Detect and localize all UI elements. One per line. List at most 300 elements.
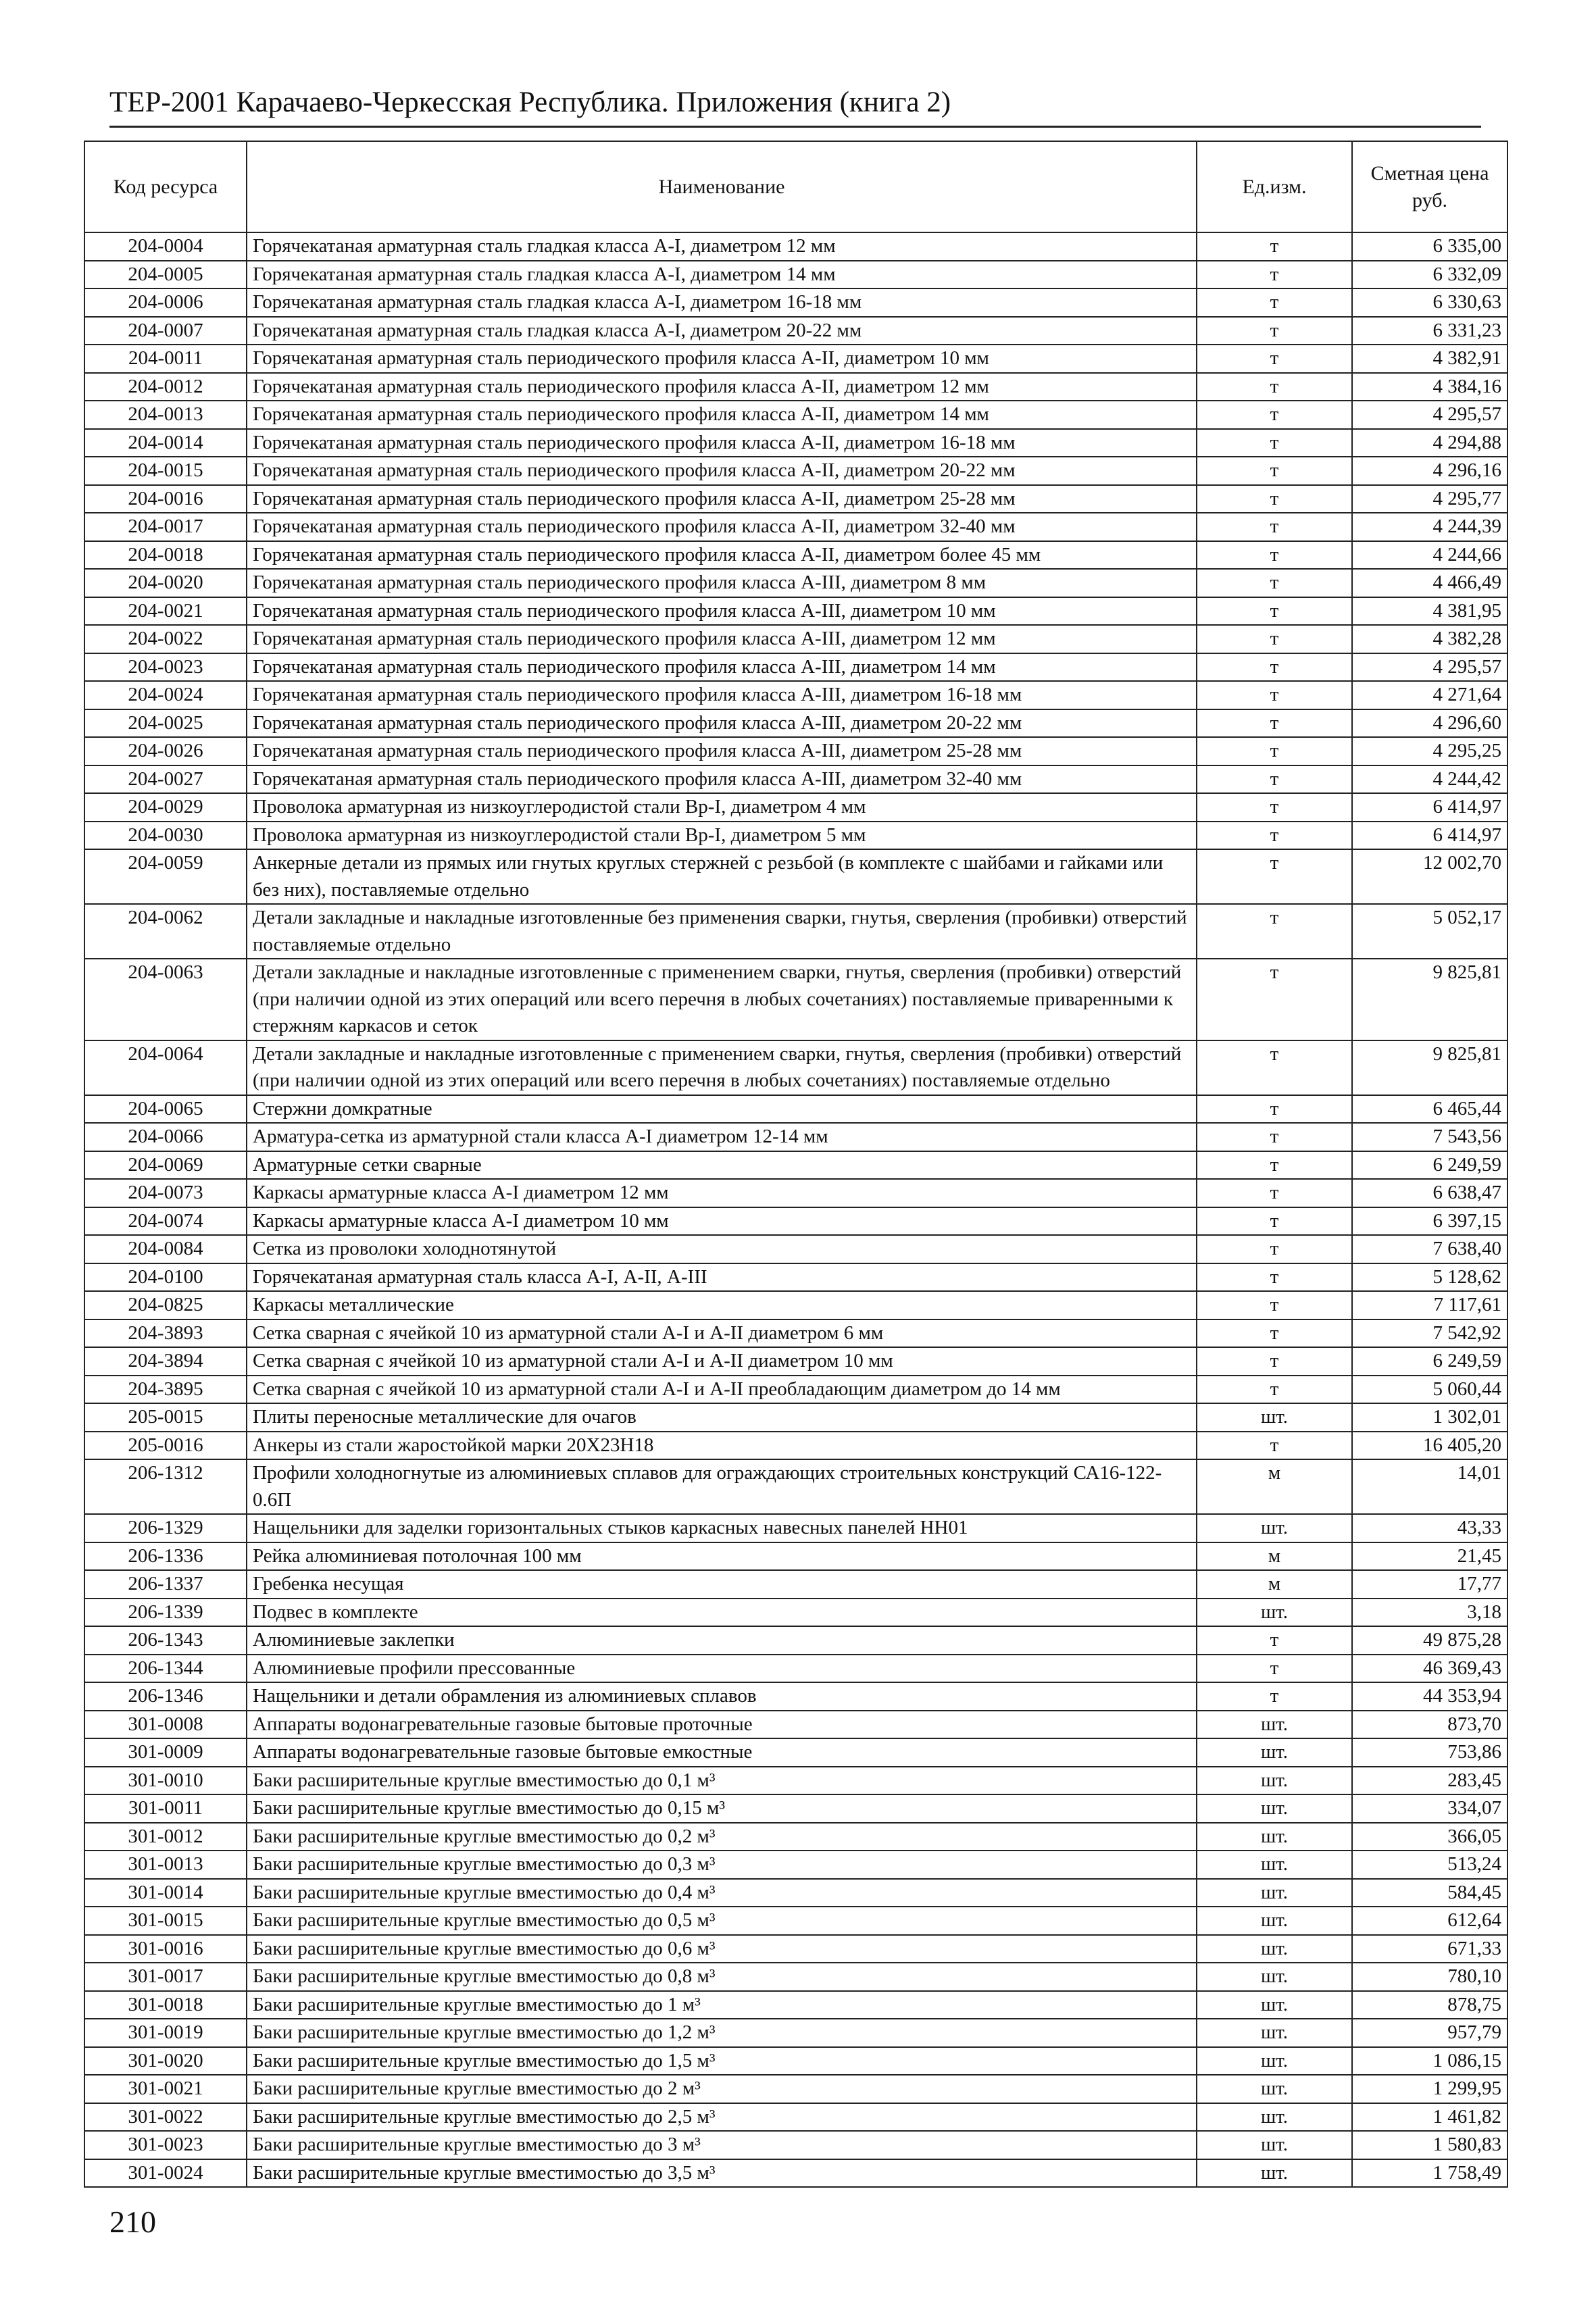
table-row [84, 1655, 1507, 1683]
unit-of-measure: т [1197, 709, 1352, 738]
estimated-price: 4 381,95 [1352, 597, 1507, 626]
estimated-price: 7 543,56 [1352, 1123, 1507, 1151]
resource-code: 206-1346 [84, 1682, 247, 1711]
table-row [84, 737, 1507, 765]
estimated-price: 6 332,09 [1352, 261, 1507, 289]
resource-code: 301-0008 [84, 1711, 247, 1739]
unit-of-measure: шт. [1197, 1738, 1352, 1767]
estimated-price: 4 295,77 [1352, 485, 1507, 513]
resource-code: 204-0012 [84, 373, 247, 401]
table-body [84, 232, 1507, 2187]
resource-code: 204-0063 [84, 959, 247, 1040]
resource-name: Аппараты водонагревательные газовые бытовые проточные [247, 1711, 1197, 1739]
resource-code: 204-0017 [84, 513, 247, 541]
unit-of-measure: т [1197, 849, 1352, 904]
resource-name: Горячекатаная арматурная сталь периодического профиля класса А-III, диаметром 20-22 мм [247, 709, 1197, 738]
resource-code: 204-0007 [84, 317, 247, 345]
resource-code: 204-0074 [84, 1207, 247, 1236]
resource-code: 301-0021 [84, 2075, 247, 2103]
estimated-price: 4 296,16 [1352, 457, 1507, 485]
resource-code: 301-0014 [84, 1879, 247, 1907]
table-row [84, 765, 1507, 794]
resource-code: 204-0069 [84, 1151, 247, 1180]
unit-of-measure: т [1197, 765, 1352, 794]
column-header-code: Код ресурса [84, 141, 247, 232]
resource-name: Стержни домкратные [247, 1095, 1197, 1124]
resource-code: 204-0004 [84, 232, 247, 261]
table-row [84, 1319, 1507, 1348]
table-row [84, 1432, 1507, 1460]
resource-name: Подвес в комплекте [247, 1599, 1197, 1627]
table-row [84, 1682, 1507, 1711]
resource-code: 204-0018 [84, 541, 247, 570]
resource-code: 204-0825 [84, 1291, 247, 1319]
estimated-price: 6 414,97 [1352, 822, 1507, 850]
estimated-price: 283,45 [1352, 1767, 1507, 1795]
estimated-price: 5 052,17 [1352, 904, 1507, 959]
resource-name: Баки расширительные круглые вместимостью до 0,8 м³ [247, 1963, 1197, 1991]
estimated-price: 4 244,66 [1352, 541, 1507, 570]
estimated-price: 4 466,49 [1352, 569, 1507, 597]
resource-name: Горячекатаная арматурная сталь периодического профиля класса А-II, диаметром 20-22 мм [247, 457, 1197, 485]
resource-code: 301-0016 [84, 1935, 247, 1963]
unit-of-measure: т [1197, 1095, 1352, 1124]
unit-of-measure: т [1197, 1432, 1352, 1460]
resource-name: Детали закладные и накладные изготовленные с применением сварки, гнутья, сверления (пробивки) отверстий (при наличии одной из этих операций или всего перечня в любых сочетаниях) поставляемые приваренными к стержням каркасов и сеток [247, 959, 1197, 1040]
resource-code: 301-0012 [84, 1823, 247, 1851]
estimated-price: 5 128,62 [1352, 1263, 1507, 1292]
resource-name: Детали закладные и накладные изготовленные с применением сварки, гнутья, сверления (пробивки) отверстий (при наличии одной из этих операций или всего перечня в любых сочетаниях) поставляемые отдельно [247, 1040, 1197, 1095]
table-row [84, 1963, 1507, 1991]
estimated-price: 1 758,49 [1352, 2159, 1507, 2188]
table-row [84, 345, 1507, 373]
resource-code: 204-0100 [84, 1263, 247, 1292]
estimated-price: 49 875,28 [1352, 1626, 1507, 1655]
resource-name: Горячекатаная арматурная сталь периодического профиля класса А-III, диаметром 32-40 мм [247, 765, 1197, 794]
resource-code: 204-0022 [84, 625, 247, 653]
resource-code: 301-0019 [84, 2019, 247, 2047]
unit-of-measure: т [1197, 1040, 1352, 1095]
resource-code: 204-0023 [84, 653, 247, 682]
estimated-price: 4 295,57 [1352, 401, 1507, 429]
table-row [84, 457, 1507, 485]
resource-code: 204-0059 [84, 849, 247, 904]
table-row [84, 625, 1507, 653]
table-row [84, 793, 1507, 822]
resource-name: Горячекатаная арматурная сталь периодического профиля класса А-II, диаметром 10 мм [247, 345, 1197, 373]
resource-code: 206-1312 [84, 1459, 247, 1514]
resource-code: 206-1343 [84, 1626, 247, 1655]
resource-code: 301-0024 [84, 2159, 247, 2188]
resource-name: Плиты переносные металлические для очагов [247, 1403, 1197, 1432]
resource-name: Баки расширительные круглые вместимостью до 0,3 м³ [247, 1851, 1197, 1879]
estimated-price: 4 382,91 [1352, 345, 1507, 373]
unit-of-measure: шт. [1197, 1963, 1352, 1991]
table-row [84, 1347, 1507, 1376]
table-row [84, 2131, 1507, 2159]
resource-name: Каркасы арматурные класса А-I диаметром 10 мм [247, 1207, 1197, 1236]
unit-of-measure: т [1197, 429, 1352, 457]
resource-name: Анкеры из стали жаростойкой марки 20Х23Н18 [247, 1432, 1197, 1460]
table-row [84, 288, 1507, 317]
estimated-price: 7 542,92 [1352, 1319, 1507, 1348]
unit-of-measure: т [1197, 401, 1352, 429]
table-row [84, 1151, 1507, 1180]
unit-of-measure: т [1197, 232, 1352, 261]
resource-name: Горячекатаная арматурная сталь периодического профиля класса А-II, диаметром 25-28 мм [247, 485, 1197, 513]
unit-of-measure: т [1197, 288, 1352, 317]
estimated-price: 6 638,47 [1352, 1179, 1507, 1207]
resource-code: 204-0073 [84, 1179, 247, 1207]
resource-code: 204-0064 [84, 1040, 247, 1095]
estimated-price: 1 086,15 [1352, 2047, 1507, 2076]
unit-of-measure: т [1197, 681, 1352, 709]
estimated-price: 21,45 [1352, 1542, 1507, 1571]
resource-name: Баки расширительные круглые вместимостью до 0,2 м³ [247, 1823, 1197, 1851]
table-row [84, 401, 1507, 429]
unit-of-measure: т [1197, 1207, 1352, 1236]
resource-code: 204-0024 [84, 681, 247, 709]
resource-name: Детали закладные и накладные изготовленные без применения сварки, гнутья, сверления (пробивки) отверстий поставляемые отдельно [247, 904, 1197, 959]
resource-code: 301-0022 [84, 2103, 247, 2132]
resource-code: 204-0084 [84, 1235, 247, 1263]
table-row [84, 1403, 1507, 1432]
estimated-price: 957,79 [1352, 2019, 1507, 2047]
estimated-price: 43,33 [1352, 1514, 1507, 1542]
estimated-price: 14,01 [1352, 1459, 1507, 1514]
unit-of-measure: шт. [1197, 2075, 1352, 2103]
resource-code: 301-0013 [84, 1851, 247, 1879]
unit-of-measure: т [1197, 457, 1352, 485]
estimated-price: 1 302,01 [1352, 1403, 1507, 1432]
estimated-price: 7 117,61 [1352, 1291, 1507, 1319]
table-row [84, 822, 1507, 850]
estimated-price: 4 295,57 [1352, 653, 1507, 682]
unit-of-measure: шт. [1197, 1767, 1352, 1795]
unit-of-measure: т [1197, 1376, 1352, 1404]
resource-name: Арматурные сетки сварные [247, 1151, 1197, 1180]
unit-of-measure: т [1197, 345, 1352, 373]
unit-of-measure: м [1197, 1459, 1352, 1514]
unit-of-measure: т [1197, 1263, 1352, 1292]
resource-name: Баки расширительные круглые вместимостью до 1,5 м³ [247, 2047, 1197, 2076]
resource-name: Баки расширительные круглые вместимостью до 2,5 м³ [247, 2103, 1197, 2132]
table-row [84, 1095, 1507, 1124]
unit-of-measure: т [1197, 541, 1352, 570]
unit-of-measure: шт. [1197, 1823, 1352, 1851]
table-row [84, 1542, 1507, 1571]
resource-code: 204-0025 [84, 709, 247, 738]
estimated-price: 9 825,81 [1352, 1040, 1507, 1095]
estimated-price: 6 330,63 [1352, 288, 1507, 317]
resource-code: 204-0026 [84, 737, 247, 765]
resource-name: Баки расширительные круглые вместимостью до 1,2 м³ [247, 2019, 1197, 2047]
resource-name: Проволока арматурная из низкоуглеродистой стали Вр-I, диаметром 4 мм [247, 793, 1197, 822]
table-row [84, 485, 1507, 513]
unit-of-measure: шт. [1197, 1711, 1352, 1739]
resource-name: Аппараты водонагревательные газовые бытовые емкостные [247, 1738, 1197, 1767]
table-row [84, 1879, 1507, 1907]
resource-code: 204-0021 [84, 597, 247, 626]
resource-name: Горячекатаная арматурная сталь периодического профиля класса А-III, диаметром 16-18 мм [247, 681, 1197, 709]
unit-of-measure: т [1197, 569, 1352, 597]
resource-code: 301-0011 [84, 1794, 247, 1823]
estimated-price: 6 465,44 [1352, 1095, 1507, 1124]
estimated-price: 3,18 [1352, 1599, 1507, 1627]
resource-code: 204-0027 [84, 765, 247, 794]
unit-of-measure: т [1197, 1123, 1352, 1151]
table-row [84, 1991, 1507, 2019]
estimated-price: 366,05 [1352, 1823, 1507, 1851]
resource-name: Баки расширительные круглые вместимостью до 2 м³ [247, 2075, 1197, 2103]
unit-of-measure: т [1197, 822, 1352, 850]
resource-code: 206-1339 [84, 1599, 247, 1627]
estimated-price: 4 294,88 [1352, 429, 1507, 457]
resource-code: 301-0023 [84, 2131, 247, 2159]
unit-of-measure: т [1197, 1682, 1352, 1711]
table-row [84, 1040, 1507, 1095]
resource-code: 206-1344 [84, 1655, 247, 1683]
unit-of-measure: т [1197, 904, 1352, 959]
resource-name: Баки расширительные круглые вместимостью до 0,4 м³ [247, 1879, 1197, 1907]
table-row [84, 2047, 1507, 2076]
unit-of-measure: т [1197, 1151, 1352, 1180]
table-row [84, 653, 1507, 682]
unit-of-measure: шт. [1197, 2159, 1352, 2188]
unit-of-measure: м [1197, 1542, 1352, 1571]
unit-of-measure: шт. [1197, 1794, 1352, 1823]
estimated-price: 6 249,59 [1352, 1347, 1507, 1376]
resource-code: 204-0065 [84, 1095, 247, 1124]
unit-of-measure: т [1197, 1626, 1352, 1655]
column-header-unit: Ед.изм. [1197, 141, 1352, 232]
unit-of-measure: т [1197, 373, 1352, 401]
table-row [84, 261, 1507, 289]
resource-name: Баки расширительные круглые вместимостью до 0,5 м³ [247, 1907, 1197, 1935]
resource-code: 206-1329 [84, 1514, 247, 1542]
estimated-price: 6 331,23 [1352, 317, 1507, 345]
table-header-row [84, 141, 1507, 232]
table-row [84, 1599, 1507, 1627]
resource-name: Проволока арматурная из низкоуглеродистой стали Вр-I, диаметром 5 мм [247, 822, 1197, 850]
table-row [84, 317, 1507, 345]
unit-of-measure: шт. [1197, 1991, 1352, 2019]
unit-of-measure: шт. [1197, 2019, 1352, 2047]
table-row [84, 2019, 1507, 2047]
estimated-price: 4 271,64 [1352, 681, 1507, 709]
table-row [84, 1626, 1507, 1655]
unit-of-measure: шт. [1197, 2103, 1352, 2132]
unit-of-measure: т [1197, 1235, 1352, 1263]
resource-name: Баки расширительные круглые вместимостью до 0,6 м³ [247, 1935, 1197, 1963]
resource-name: Профили холодногнутые из алюминиевых сплавов для ограждающих строительных конструкций СА16-122-0.6П [247, 1459, 1197, 1514]
table-row [84, 959, 1507, 1040]
estimated-price: 6 414,97 [1352, 793, 1507, 822]
resource-name: Сетка сварная с ячейкой 10 из арматурной стали А-I и А-II диаметром 10 мм [247, 1347, 1197, 1376]
unit-of-measure: шт. [1197, 1935, 1352, 1963]
unit-of-measure: т [1197, 1291, 1352, 1319]
resource-name: Горячекатаная арматурная сталь периодического профиля класса А-II, диаметром 16-18 мм [247, 429, 1197, 457]
unit-of-measure: т [1197, 485, 1352, 513]
estimated-price: 4 384,16 [1352, 373, 1507, 401]
table-row [84, 429, 1507, 457]
estimated-price: 6 397,15 [1352, 1207, 1507, 1236]
estimated-price: 334,07 [1352, 1794, 1507, 1823]
resource-code: 301-0015 [84, 1907, 247, 1935]
estimated-price: 513,24 [1352, 1851, 1507, 1879]
estimated-price: 4 244,39 [1352, 513, 1507, 541]
unit-of-measure: т [1197, 261, 1352, 289]
resource-name: Горячекатаная арматурная сталь периодического профиля класса А-II, диаметром более 45 мм [247, 541, 1197, 570]
resource-name: Горячекатаная арматурная сталь периодического профиля класса А-III, диаметром 25-28 мм [247, 737, 1197, 765]
unit-of-measure: т [1197, 959, 1352, 1040]
unit-of-measure: шт. [1197, 1907, 1352, 1935]
estimated-price: 16 405,20 [1352, 1432, 1507, 1460]
unit-of-measure: т [1197, 793, 1352, 822]
table-row [84, 1738, 1507, 1767]
unit-of-measure: шт. [1197, 2131, 1352, 2159]
unit-of-measure: шт. [1197, 1599, 1352, 1627]
unit-of-measure: т [1197, 317, 1352, 345]
table-row [84, 849, 1507, 904]
resource-code: 204-3894 [84, 1347, 247, 1376]
resource-name: Анкерные детали из прямых или гнутых круглых стержней с резьбой (в комплекте с шайбами и гайками или без них), поставляемые отдельно [247, 849, 1197, 904]
resource-name: Горячекатаная арматурная сталь гладкая класса А-I, диаметром 20-22 мм [247, 317, 1197, 345]
resource-name: Баки расширительные круглые вместимостью до 3 м³ [247, 2131, 1197, 2159]
table-row [84, 1823, 1507, 1851]
resource-code: 301-0020 [84, 2047, 247, 2076]
table-row [84, 681, 1507, 709]
resource-code: 204-0062 [84, 904, 247, 959]
table-row [84, 1711, 1507, 1739]
resource-code: 204-0006 [84, 288, 247, 317]
resource-name: Баки расширительные круглые вместимостью до 0,15 м³ [247, 1794, 1197, 1823]
estimated-price: 753,86 [1352, 1738, 1507, 1767]
estimated-price: 612,64 [1352, 1907, 1507, 1935]
estimated-price: 584,45 [1352, 1879, 1507, 1907]
table-row [84, 1767, 1507, 1795]
unit-of-measure: шт. [1197, 1403, 1352, 1432]
estimated-price: 780,10 [1352, 1963, 1507, 1991]
resource-code: 204-0011 [84, 345, 247, 373]
resource-code: 301-0017 [84, 1963, 247, 1991]
table-row [84, 1570, 1507, 1599]
resource-name: Каркасы металлические [247, 1291, 1197, 1319]
table-row [84, 373, 1507, 401]
unit-of-measure: шт. [1197, 1514, 1352, 1542]
unit-of-measure: т [1197, 737, 1352, 765]
table-row [84, 1459, 1507, 1514]
table-row [84, 1514, 1507, 1542]
table-row [84, 1179, 1507, 1207]
resource-name: Горячекатаная арматурная сталь периодического профиля класса А-II, диаметром 12 мм [247, 373, 1197, 401]
table-row [84, 1794, 1507, 1823]
resource-name: Горячекатаная арматурная сталь периодического профиля класса А-III, диаметром 14 мм [247, 653, 1197, 682]
resource-code: 204-0029 [84, 793, 247, 822]
estimated-price: 5 060,44 [1352, 1376, 1507, 1404]
resource-name: Горячекатаная арматурная сталь гладкая класса А-I, диаметром 14 мм [247, 261, 1197, 289]
resource-code: 204-3895 [84, 1376, 247, 1404]
resource-name: Горячекатаная арматурная сталь класса А-I, А-II, А-III [247, 1263, 1197, 1292]
resource-name: Баки расширительные круглые вместимостью до 0,1 м³ [247, 1767, 1197, 1795]
estimated-price: 671,33 [1352, 1935, 1507, 1963]
resource-code: 204-0030 [84, 822, 247, 850]
resource-code: 204-0016 [84, 485, 247, 513]
table-row [84, 1907, 1507, 1935]
resource-code: 204-0005 [84, 261, 247, 289]
resource-name: Каркасы арматурные класса А-I диаметром 12 мм [247, 1179, 1197, 1207]
unit-of-measure: шт. [1197, 1879, 1352, 1907]
table-row [84, 1376, 1507, 1404]
table-row [84, 709, 1507, 738]
estimated-price: 12 002,70 [1352, 849, 1507, 904]
table-row [84, 597, 1507, 626]
resource-name: Горячекатаная арматурная сталь периодического профиля класса А-II, диаметром 14 мм [247, 401, 1197, 429]
estimated-price: 44 353,94 [1352, 1682, 1507, 1711]
estimated-price: 7 638,40 [1352, 1235, 1507, 1263]
resource-code: 204-0066 [84, 1123, 247, 1151]
resource-name: Горячекатаная арматурная сталь периодического профиля класса А-II, диаметром 32-40 мм [247, 513, 1197, 541]
table-row [84, 541, 1507, 570]
unit-of-measure: т [1197, 653, 1352, 682]
resource-name: Баки расширительные круглые вместимостью до 3,5 м³ [247, 2159, 1197, 2188]
unit-of-measure: т [1197, 1347, 1352, 1376]
table-row [84, 513, 1507, 541]
table-row [84, 1235, 1507, 1263]
resource-name: Рейка алюминиевая потолочная 100 мм [247, 1542, 1197, 1571]
unit-of-measure: т [1197, 625, 1352, 653]
resource-name: Баки расширительные круглые вместимостью до 1 м³ [247, 1991, 1197, 2019]
resource-name: Алюминиевые профили прессованные [247, 1655, 1197, 1683]
table-row [84, 1123, 1507, 1151]
unit-of-measure: м [1197, 1570, 1352, 1599]
unit-of-measure: т [1197, 513, 1352, 541]
estimated-price: 4 244,42 [1352, 765, 1507, 794]
table-row [84, 1207, 1507, 1236]
resource-name: Сетка сварная с ячейкой 10 из арматурной стали А-I и А-II диаметром 6 мм [247, 1319, 1197, 1348]
resource-name: Нащельники и детали обрамления из алюминиевых сплавов [247, 1682, 1197, 1711]
resource-code: 204-0013 [84, 401, 247, 429]
resource-name: Сетка сварная с ячейкой 10 из арматурной стали А-I и А-II преобладающим диаметром до 14 мм [247, 1376, 1197, 1404]
estimated-price: 6 335,00 [1352, 232, 1507, 261]
estimated-price: 4 295,25 [1352, 737, 1507, 765]
resource-code: 206-1336 [84, 1542, 247, 1571]
resource-code: 205-0015 [84, 1403, 247, 1432]
table-row [84, 2159, 1507, 2188]
resource-price-table [84, 141, 1508, 2188]
unit-of-measure: т [1197, 1319, 1352, 1348]
estimated-price: 4 296,60 [1352, 709, 1507, 738]
table-row [84, 569, 1507, 597]
resource-code: 205-0016 [84, 1432, 247, 1460]
estimated-price: 46 369,43 [1352, 1655, 1507, 1683]
table-row [84, 232, 1507, 261]
resource-code: 206-1337 [84, 1570, 247, 1599]
resource-code: 204-0014 [84, 429, 247, 457]
estimated-price: 1 461,82 [1352, 2103, 1507, 2132]
resource-name: Арматура-сетка из арматурной стали класса А-I диаметром 12-14 мм [247, 1123, 1197, 1151]
resource-code: 204-0015 [84, 457, 247, 485]
resource-code: 301-0018 [84, 1991, 247, 2019]
column-header-price: Сметная цена руб. [1352, 141, 1507, 232]
table-row [84, 2075, 1507, 2103]
estimated-price: 878,75 [1352, 1991, 1507, 2019]
estimated-price: 9 825,81 [1352, 959, 1507, 1040]
unit-of-measure: шт. [1197, 1851, 1352, 1879]
page-title: ТЕР-2001 Карачаево-Черкесская Республика. Приложения (книга 2) [109, 86, 951, 118]
estimated-price: 4 382,28 [1352, 625, 1507, 653]
unit-of-measure: т [1197, 597, 1352, 626]
